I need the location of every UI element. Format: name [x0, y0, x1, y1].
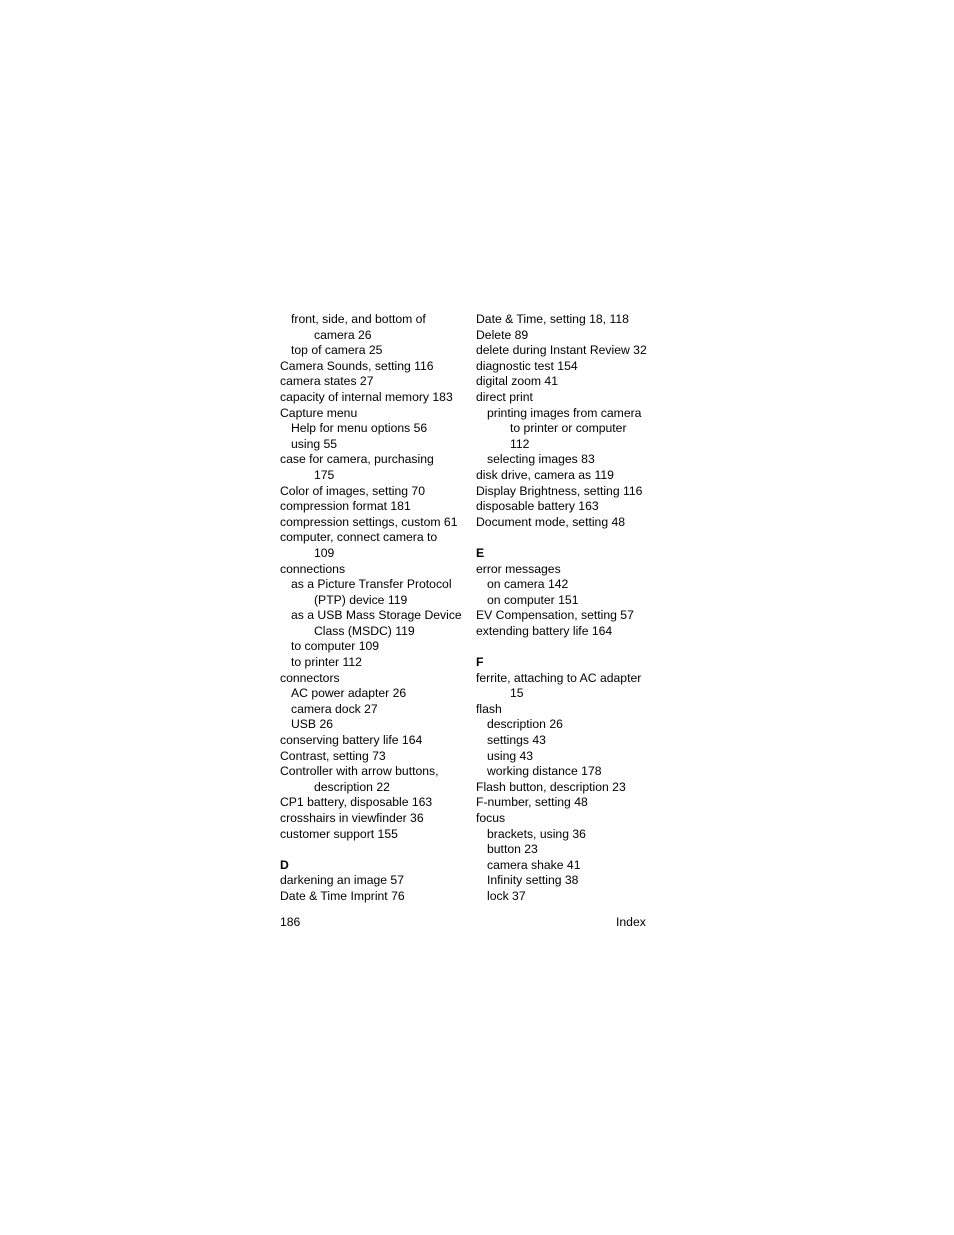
index-subentry: AC power adapter 26 — [291, 686, 407, 701]
index-entry: flash — [476, 701, 502, 716]
index-entry: extending battery life 164 — [476, 623, 613, 638]
index-entry: Document mode, setting 48 — [476, 514, 626, 529]
index-continuation: to printer or computer — [510, 421, 627, 436]
index-entry: customer support 155 — [280, 826, 398, 841]
index-continuation: 15 — [510, 686, 524, 701]
index-subentry: to computer 109 — [291, 639, 380, 654]
index-continuation: 175 — [314, 467, 335, 482]
index-entry: crosshairs in viewfinder 36 — [280, 811, 424, 825]
index-continuation: 109 — [314, 545, 335, 560]
index-entry: connections — [280, 561, 346, 576]
index-entry: capacity of internal memory 183 — [280, 389, 453, 404]
index-column-left — [280, 312, 462, 905]
index-column-right — [476, 312, 654, 905]
index-entry: digital zoom 41 — [476, 374, 558, 389]
index-entry: case for camera, purchasing — [280, 452, 434, 467]
index-subentry: using 55 — [291, 436, 338, 451]
index-subentry: Infinity setting 38 — [487, 873, 579, 888]
index-entry: direct print — [476, 389, 533, 404]
index-subentry: camera shake 41 — [487, 857, 581, 872]
index-entry: Color of images, setting 70 — [280, 483, 425, 498]
page-number: 186 — [280, 915, 301, 929]
index-entry: Delete 89 — [476, 327, 529, 342]
index-subentry: USB 26 — [291, 717, 334, 732]
index-letter-heading: E — [476, 545, 485, 560]
index-subentry: lock 37 — [487, 888, 526, 903]
index-entry: Contrast, setting 73 — [280, 748, 386, 763]
index-entry: error messages — [476, 561, 561, 576]
index-entry: darkening an image 57 — [280, 873, 404, 888]
index-entry: Flash button, description 23 — [476, 779, 626, 794]
index-subentry: printing images from camera — [487, 405, 642, 420]
index-letter-heading: D — [280, 857, 289, 872]
index-entry: CP1 battery, disposable 163 — [280, 795, 433, 810]
index-subentry: settings 43 — [487, 733, 546, 748]
index-entry: conserving battery life 164 — [280, 733, 423, 748]
index-entry: computer, connect camera to — [280, 530, 438, 545]
index-subentry: Help for menu options 56 — [291, 421, 428, 436]
index-entry: Display Brightness, setting 116 — [476, 483, 643, 498]
index-subentry: button 23 — [487, 842, 538, 857]
section-spacer — [280, 842, 458, 858]
index-entry: diagnostic test 154 — [476, 358, 578, 373]
section-spacer — [476, 639, 654, 655]
index-entry: delete during Instant Review 32 — [476, 343, 647, 358]
index-continuation: Class (MSDC) 119 — [314, 623, 415, 638]
index-continuation: camera 26 — [314, 327, 372, 342]
index-subentry: on camera 142 — [487, 577, 569, 592]
index-entry: Capture menu — [280, 405, 358, 420]
index-entry: Date & Time, setting 18, 118 — [476, 312, 629, 326]
index-entry: camera states 27 — [280, 374, 374, 389]
index-continuation: (PTP) device 119 — [314, 592, 408, 607]
index-continuation: description 22 — [314, 779, 390, 794]
index-entry: Controller with arrow buttons, — [280, 764, 439, 779]
index-letter-heading: F — [476, 655, 484, 670]
section-title: Index — [616, 915, 646, 929]
index-subentry: description 26 — [487, 717, 563, 732]
index-subentry: on computer 151 — [487, 592, 579, 607]
index-entry: focus — [476, 811, 506, 825]
index-subentry: working distance 178 — [487, 764, 602, 779]
index-entry: EV Compensation, setting 57 — [476, 608, 634, 623]
index-subentry: selecting images 83 — [487, 452, 595, 467]
index-subentry: brackets, using 36 — [487, 826, 586, 841]
index-entry: connectors — [280, 670, 340, 685]
index-entry: disposable battery 163 — [476, 499, 599, 514]
index-entry: disk drive, camera as 119 — [476, 467, 614, 482]
index-entry: ferrite, attaching to AC adapter — [476, 670, 642, 685]
section-spacer — [476, 530, 654, 546]
index-entry: Date & Time Imprint 76 — [280, 888, 405, 903]
index-continuation: 112 — [510, 436, 530, 451]
index-subentry: to printer 112 — [291, 655, 362, 670]
index-subentry: top of camera 25 — [291, 343, 383, 358]
index-subentry: front, side, and bottom of — [291, 312, 426, 326]
index-subentry: as a USB Mass Storage Device — [291, 608, 462, 623]
index-entry: compression settings, custom 61 — [280, 514, 458, 529]
index-subentry: camera dock 27 — [291, 701, 378, 716]
index-entry: F-number, setting 48 — [476, 795, 588, 810]
index-subentry: as a Picture Transfer Protocol — [291, 577, 452, 592]
index-entry: compression format 181 — [280, 499, 411, 514]
index-entry: Camera Sounds, setting 116 — [280, 358, 434, 373]
index-subentry: using 43 — [487, 748, 534, 763]
